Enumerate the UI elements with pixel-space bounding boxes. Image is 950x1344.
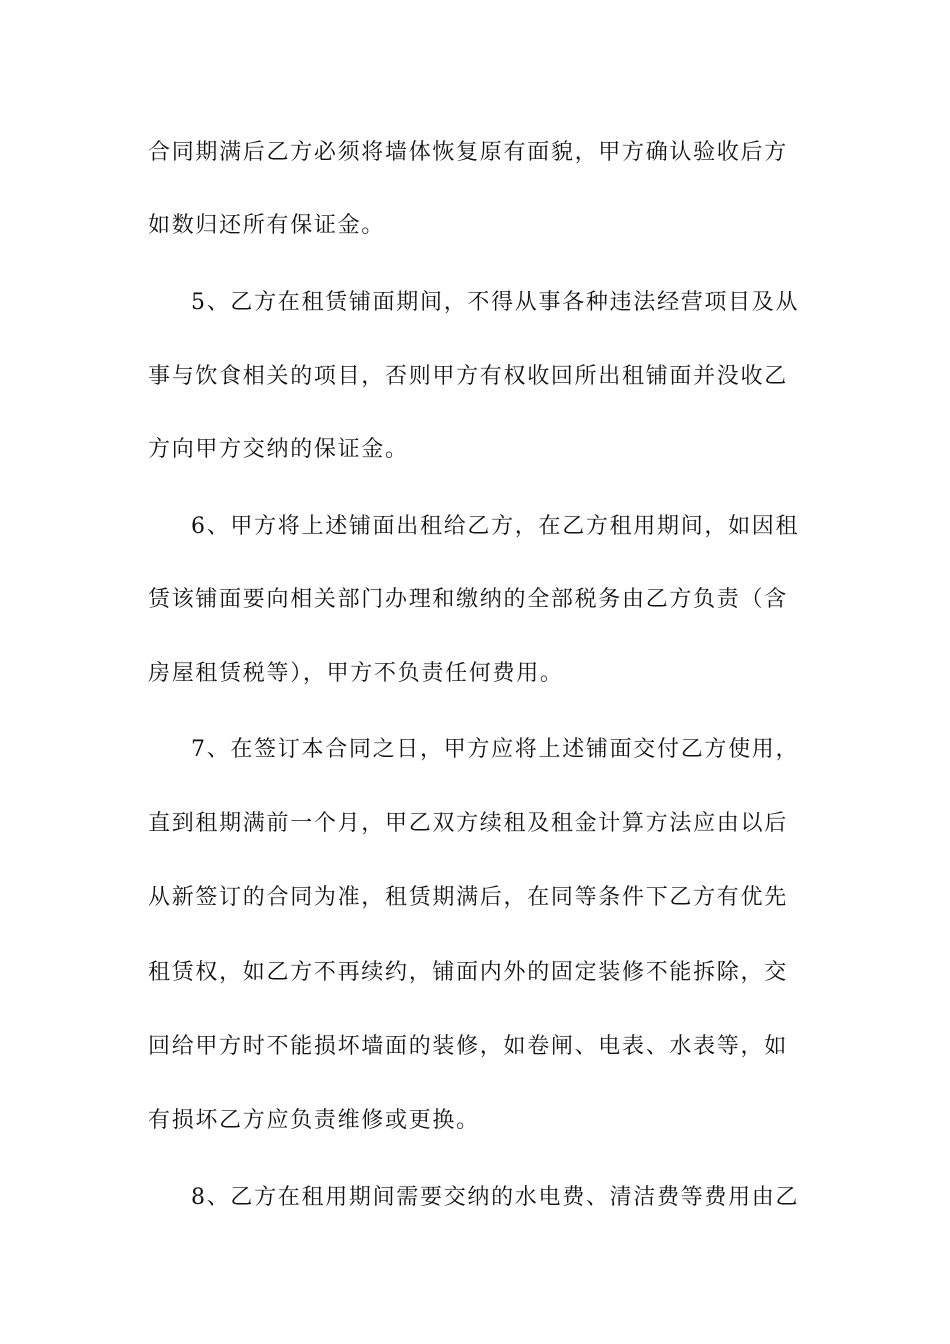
clause-7-line-1: 7、在签订本合同之日，甲方应将上述铺面交付乙方使用，	[191, 737, 800, 762]
clause-7-line-2: 直到租期满前一个月，甲乙双方续租及租金计算方法应由以后	[148, 811, 788, 836]
clause-7-line-6: 有损坏乙方应负责维修或更换。	[148, 1108, 480, 1133]
clause-6-line-2: 赁该铺面要向相关部门办理和缴纳的全部税务由乙方负责（含	[148, 587, 788, 612]
clause-7-line-3: 从新签订的合同为准，租赁期满后，在同等条件下乙方有优先	[148, 885, 788, 910]
clause-7-line-5: 回给甲方时不能损坏墙面的装修，如卷闸、电表、水表等，如	[148, 1034, 788, 1059]
text-line-1: 合同期满后乙方必须将墙体恢复原有面貌，甲方确认验收后方	[148, 140, 788, 165]
clause-6-line-1: 6、甲方将上述铺面出租给乙方，在乙方租用期间，如因租	[191, 514, 800, 539]
text-line-2: 如数归还所有保证金。	[148, 213, 386, 238]
clause-5-line-2: 事与饮食相关的项目，否则甲方有权收回所出租铺面并没收乙	[148, 364, 788, 389]
clause-8-line-1: 8、乙方在租用期间需要交纳的水电费、清洁费等费用由乙	[191, 1185, 800, 1210]
clause-5-line-3: 方向甲方交纳的保证金。	[148, 437, 409, 462]
clause-7-line-4: 租赁权，如乙方不再续约，铺面内外的固定装修不能拆除，交	[148, 960, 788, 985]
clause-5-line-1: 5、乙方在租赁铺面期间，不得从事各种违法经营项目及从	[191, 290, 800, 315]
clause-6-line-3: 房屋租赁税等），甲方不负责任何费用。	[148, 661, 564, 686]
